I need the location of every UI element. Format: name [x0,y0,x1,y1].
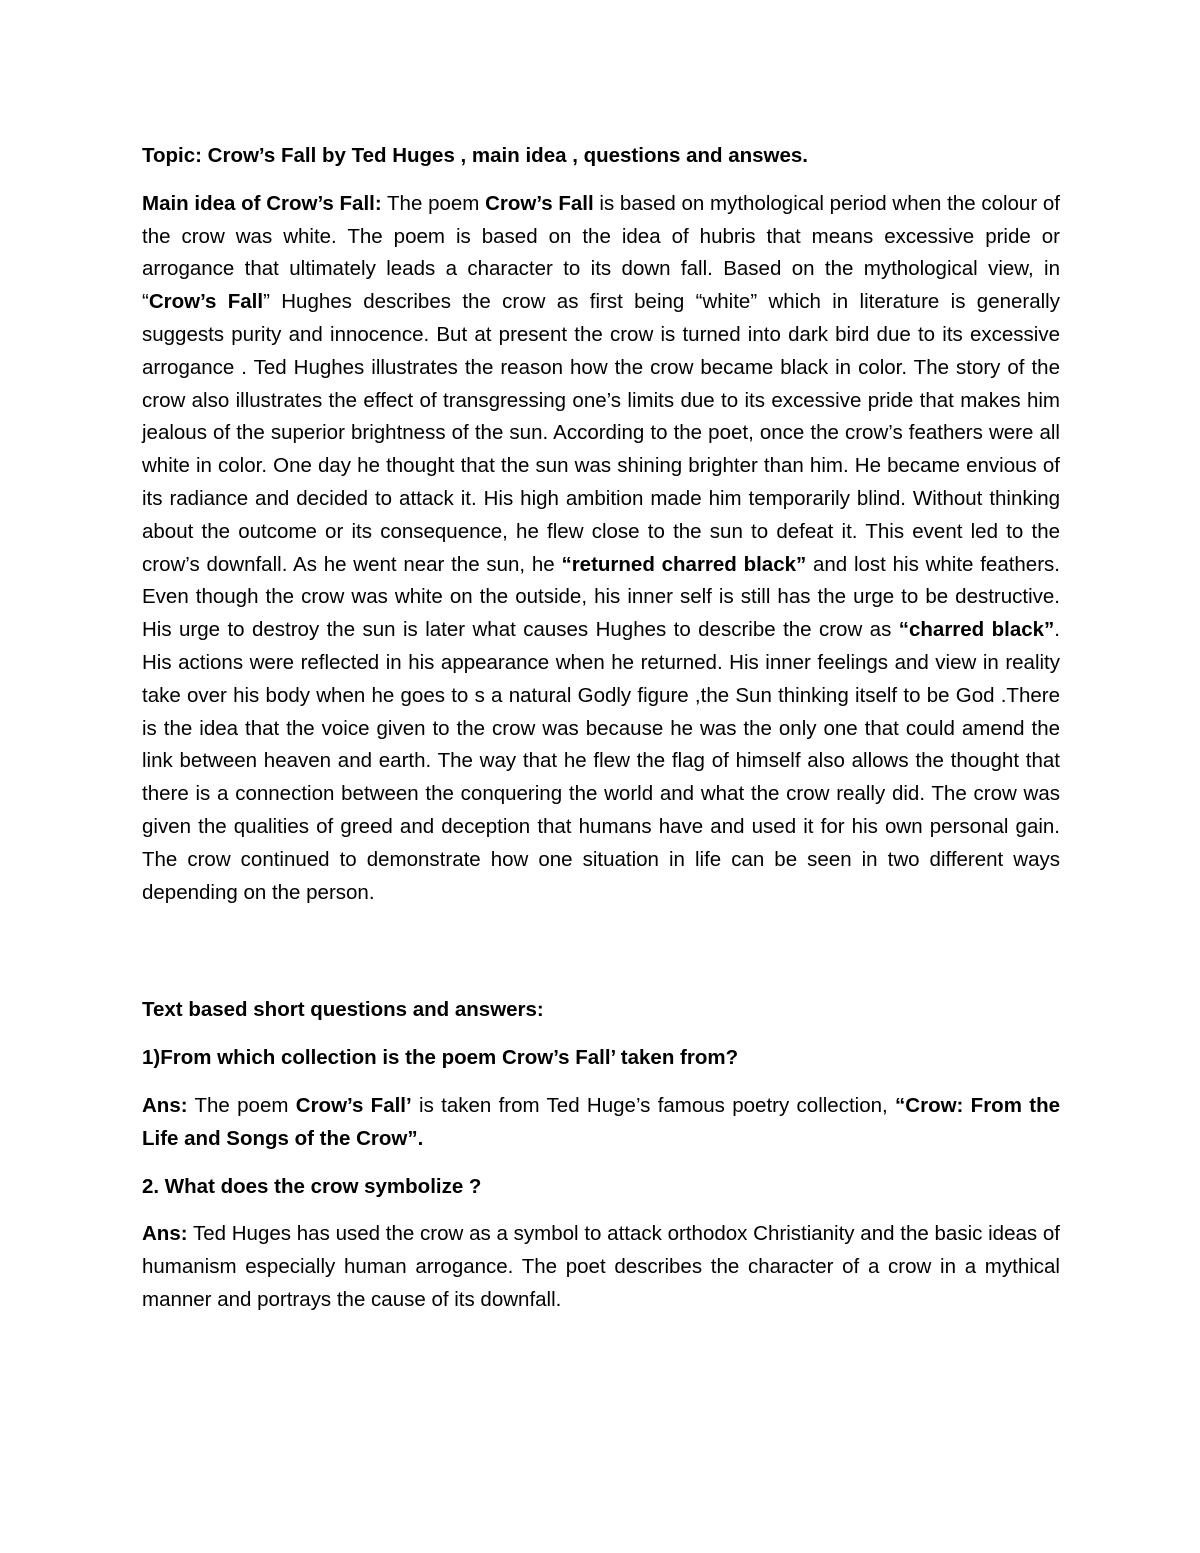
main-idea-text: is based on mythological period when the colour of the crow was white. The poem is based on the idea of hubris that means excessive pride or arrogance that ultimately leads a character to its down fall. Based on the mythological view, in “ [142,191,1060,314]
main-idea-text: ” Hughes describes the crow as first being “white” which in literature is generally suggests purity and innocence. But at present the crow is turned into dark bird due to its excessive arrogance . Ted Hughes illustrates the reason how the crow became black in color. The story of the crow also illustrates the effect of transgressing one’s limits due to its excessive pride that makes him jealous of the superior brightness of the sun. According to the poet, once the crow’s feathers were all white in color. One day he thought that the sun was shining brighter than him. He became envious of its radiance and decided to attack it. His high ambition made him temporarily blind. Without thinking about the outcome or its consequence, he flew close to the sun to defeat it. This event led to the crow’s downfall. As he went near the sun, he [142,290,1060,576]
answer-text: Ted Huges has used the crow as a symbol to attack orthodox Christianity and the basic ideas of humanism especially human arrogance. The poet describes the character of a crow in a mythical manner and portrays the cause of its downfall. [142,1222,1060,1311]
poem-title-bold: Crow’s Fall [148,290,264,314]
quote-bold: “returned charred black” [561,552,807,576]
answer-label: Ans: [142,1093,188,1117]
quote-bold: “charred black” [898,618,1055,642]
main-idea-label: Main idea of Crow’s Fall: [142,191,382,215]
answer-label: Ans: [142,1222,188,1246]
answer-text: is taken from Ted Huge’s famous poetry collection, [411,1093,896,1117]
document-body [142,140,1060,1317]
qa-section-heading: Text based short questions and answers: [142,998,544,1022]
topic-heading: Topic: Crow’s Fall by Ted Huges , main idea , questions and answes. [142,144,808,167]
answer-text: The poem [187,1093,296,1117]
main-idea-text: . His actions were reflected in his appearance when he returned. His inner feelings and view in reality take over his body when he goes to s a natural Godly figure ,the Sun thinking itself to be God .There is the idea that the voice given to the crow was because he was the only one that could amend the link between heaven and earth. The way that he flew the flag of himself also allows the thought that there is a connection between the conquering the world and what the crow really did. The crow was given the qualities of greed and deception that humans have and used it for his own personal gain. The crow continued to demonstrate how one situation in life can be seen in two different ways depending on the person. [142,618,1060,904]
question-1: 1)From which collection is the poem Crow’s Fall’ taken from? [142,1046,739,1070]
answer-2 [142,1218,1060,1316]
main-idea-paragraph [142,188,1060,910]
answer-1 [142,1090,1060,1156]
poem-title-bold: Crow’s Fall [485,191,594,215]
collection-title-bold: “Crow: From the Life and Songs of the Crow”. [142,1093,1061,1150]
main-idea-text: The poem [381,191,486,215]
question-2: 2. What does the crow symbolize ? [142,1174,482,1198]
main-idea-text: and lost his white feathers. Even though the crow was white on the outside, his inner self is still has the urge to be destructive. His urge to destroy the sun is later what causes Hughes to describe the crow as [142,552,1060,642]
poem-title-bold: Crow’s Fall’ [295,1093,412,1117]
